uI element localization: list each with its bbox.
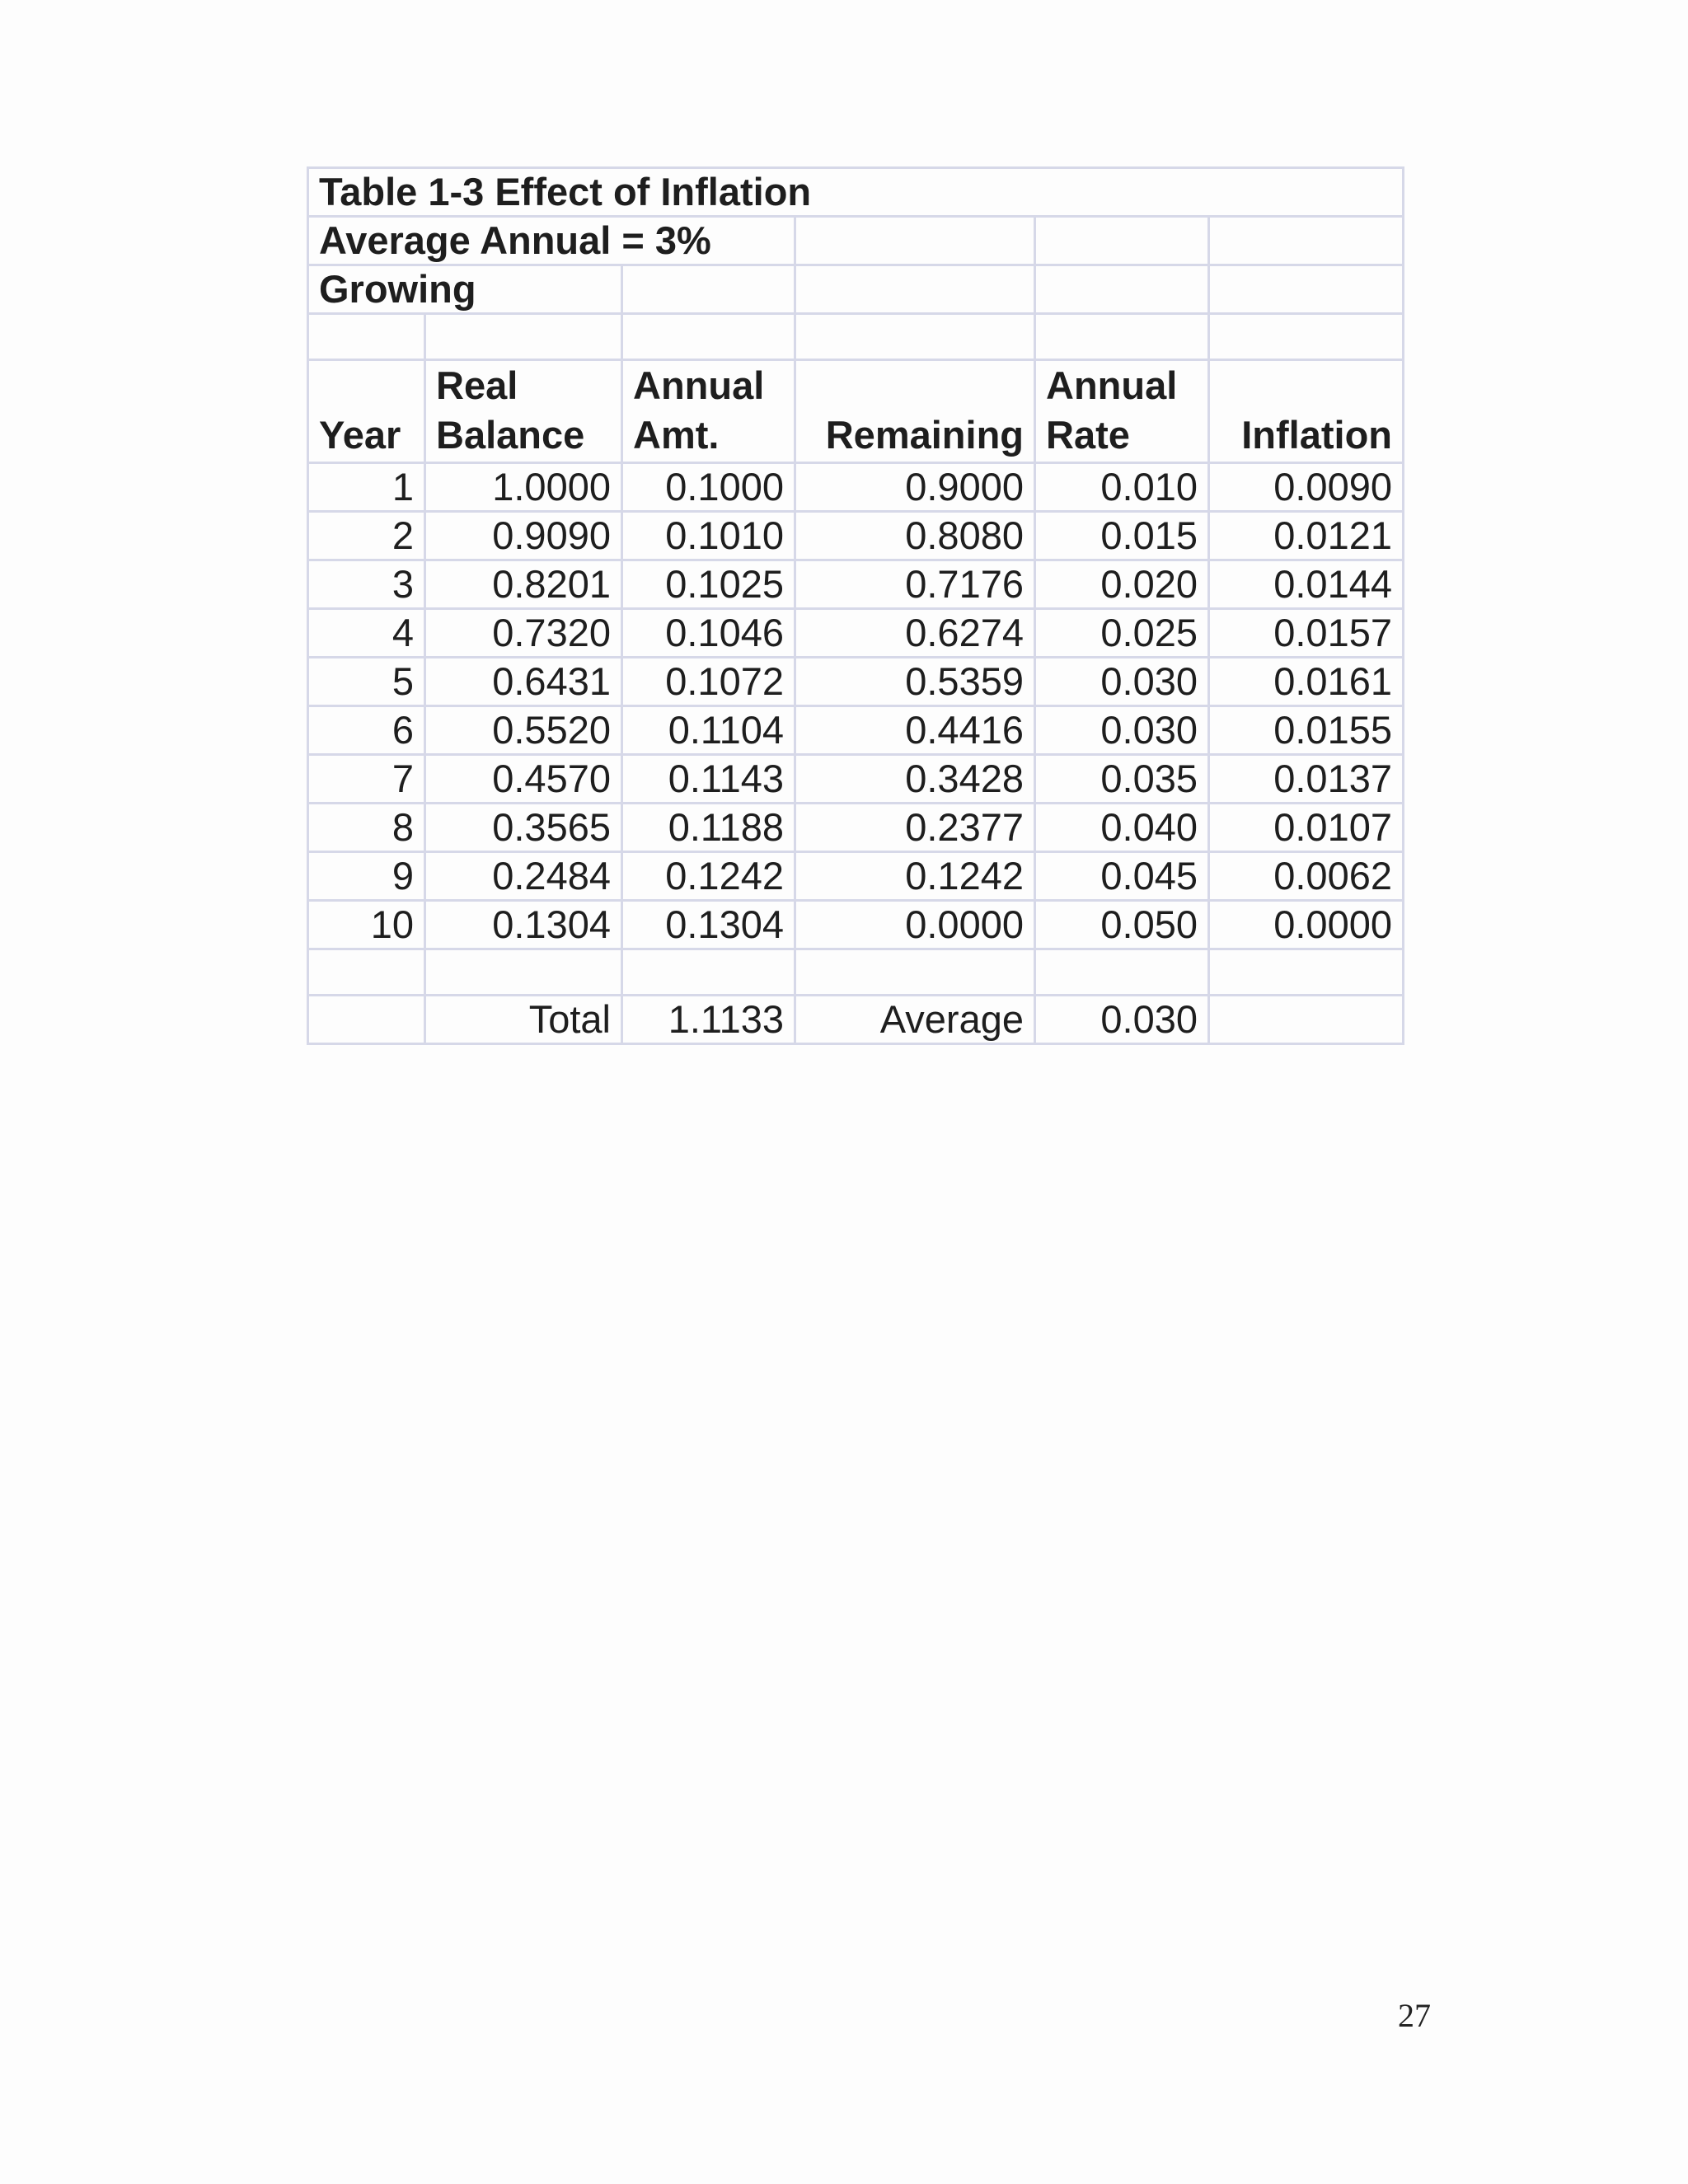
table-cell: 0.1025 xyxy=(622,560,795,609)
table-cell: 0.3565 xyxy=(425,804,622,852)
table-cell: 0.020 xyxy=(1035,560,1209,609)
table-subtitle-growing: Growing xyxy=(308,265,622,314)
table-cell: 0.9000 xyxy=(795,463,1035,512)
table-cell: 0.5520 xyxy=(425,706,622,755)
empty-cell xyxy=(1035,217,1209,265)
empty-cell xyxy=(795,949,1035,996)
empty-cell xyxy=(1209,996,1404,1044)
column-header-year: Year xyxy=(308,360,425,463)
empty-cell xyxy=(1035,314,1209,360)
summary-row xyxy=(308,996,1404,1044)
empty-cell xyxy=(1209,949,1404,996)
table-row xyxy=(308,706,1404,755)
table-cell: 0.1010 xyxy=(622,512,795,560)
table-cell: 0.0144 xyxy=(1209,560,1404,609)
empty-cell xyxy=(1035,265,1209,314)
table-cell: 0.4570 xyxy=(425,755,622,804)
empty-cell xyxy=(1209,217,1404,265)
table-cell: 0.1188 xyxy=(622,804,795,852)
table-row xyxy=(308,852,1404,901)
table-cell: 0.1304 xyxy=(622,901,795,949)
table-body xyxy=(308,463,1404,949)
empty-cell xyxy=(622,265,795,314)
table-cell: 0.1046 xyxy=(622,609,795,658)
empty-cell xyxy=(795,217,1035,265)
table-cell: 0.0107 xyxy=(1209,804,1404,852)
table-cell: 0.0155 xyxy=(1209,706,1404,755)
empty-cell xyxy=(308,996,425,1044)
total-value: 1.1133 xyxy=(622,996,795,1044)
subtitle2-row xyxy=(308,265,1404,314)
table-row xyxy=(308,512,1404,560)
table-cell: 0.7320 xyxy=(425,609,622,658)
blank-row xyxy=(308,314,1404,360)
table-cell: 0.045 xyxy=(1035,852,1209,901)
table-cell: 6 xyxy=(308,706,425,755)
page-number: 27 xyxy=(1398,1997,1431,2034)
blank-row xyxy=(308,949,1404,996)
empty-cell xyxy=(425,949,622,996)
empty-cell xyxy=(425,314,622,360)
column-header-real-balance: Real Balance xyxy=(425,360,622,463)
total-label: Total xyxy=(425,996,622,1044)
table-cell: 0.1104 xyxy=(622,706,795,755)
table-cell: 0.0000 xyxy=(795,901,1035,949)
average-value: 0.030 xyxy=(1035,996,1209,1044)
table-cell: 0.0161 xyxy=(1209,658,1404,706)
table-cell: 0.2377 xyxy=(795,804,1035,852)
table-cell: 0.7176 xyxy=(795,560,1035,609)
empty-cell xyxy=(622,314,795,360)
table-cell: 1.0000 xyxy=(425,463,622,512)
inflation-table xyxy=(307,166,1404,1045)
empty-cell xyxy=(1209,314,1404,360)
table-cell: 0.010 xyxy=(1035,463,1209,512)
table-cell: 0.040 xyxy=(1035,804,1209,852)
empty-cell xyxy=(1209,265,1404,314)
table-cell: 0.1304 xyxy=(425,901,622,949)
table-cell: 0.6274 xyxy=(795,609,1035,658)
table-row xyxy=(308,658,1404,706)
table-cell: 8 xyxy=(308,804,425,852)
empty-cell xyxy=(795,265,1035,314)
table-cell: 0.1242 xyxy=(795,852,1035,901)
empty-cell xyxy=(795,314,1035,360)
table-row xyxy=(308,804,1404,852)
table-cell: 0.9090 xyxy=(425,512,622,560)
table-cell: 0.8080 xyxy=(795,512,1035,560)
table-cell: 10 xyxy=(308,901,425,949)
table-cell: 3 xyxy=(308,560,425,609)
table-row xyxy=(308,901,1404,949)
column-header-remaining: Remaining xyxy=(795,360,1035,463)
subtitle-row xyxy=(308,217,1404,265)
table-cell: 0.3428 xyxy=(795,755,1035,804)
table-cell: 2 xyxy=(308,512,425,560)
table-cell: 0.5359 xyxy=(795,658,1035,706)
table-cell: 0.6431 xyxy=(425,658,622,706)
table-cell: 4 xyxy=(308,609,425,658)
table-cell: 0.1000 xyxy=(622,463,795,512)
table-subtitle: Average Annual = 3% xyxy=(308,217,795,265)
table-cell: 0.0000 xyxy=(1209,901,1404,949)
table-cell: 0.0062 xyxy=(1209,852,1404,901)
table-cell: 1 xyxy=(308,463,425,512)
table-cell: 0.2484 xyxy=(425,852,622,901)
average-label: Average xyxy=(795,996,1035,1044)
table-cell: 0.0157 xyxy=(1209,609,1404,658)
table-row xyxy=(308,463,1404,512)
table-cell: 7 xyxy=(308,755,425,804)
table-cell: 0.0090 xyxy=(1209,463,1404,512)
empty-cell xyxy=(1035,949,1209,996)
column-header-annual-amt: Annual Amt. xyxy=(622,360,795,463)
empty-cell xyxy=(308,314,425,360)
table-cell: 0.015 xyxy=(1035,512,1209,560)
table-cell: 0.8201 xyxy=(425,560,622,609)
column-header-annual-rate: Annual Rate xyxy=(1035,360,1209,463)
title-row xyxy=(308,168,1404,217)
table-row xyxy=(308,609,1404,658)
table-title: Table 1-3 Effect of Inflation xyxy=(308,168,1404,217)
table-cell: 5 xyxy=(308,658,425,706)
table-row xyxy=(308,560,1404,609)
table-cell: 0.1143 xyxy=(622,755,795,804)
empty-cell xyxy=(308,949,425,996)
column-header-inflation: Inflation xyxy=(1209,360,1404,463)
table-cell: 0.025 xyxy=(1035,609,1209,658)
table-cell: 0.030 xyxy=(1035,706,1209,755)
table-cell: 0.050 xyxy=(1035,901,1209,949)
header-row xyxy=(308,360,1404,463)
table-cell: 0.035 xyxy=(1035,755,1209,804)
table-cell: 0.1242 xyxy=(622,852,795,901)
empty-cell xyxy=(622,949,795,996)
table-cell: 9 xyxy=(308,852,425,901)
table-cell: 0.1072 xyxy=(622,658,795,706)
table-cell: 0.0121 xyxy=(1209,512,1404,560)
table-cell: 0.030 xyxy=(1035,658,1209,706)
table-row xyxy=(308,755,1404,804)
table-cell: 0.4416 xyxy=(795,706,1035,755)
table-cell: 0.0137 xyxy=(1209,755,1404,804)
